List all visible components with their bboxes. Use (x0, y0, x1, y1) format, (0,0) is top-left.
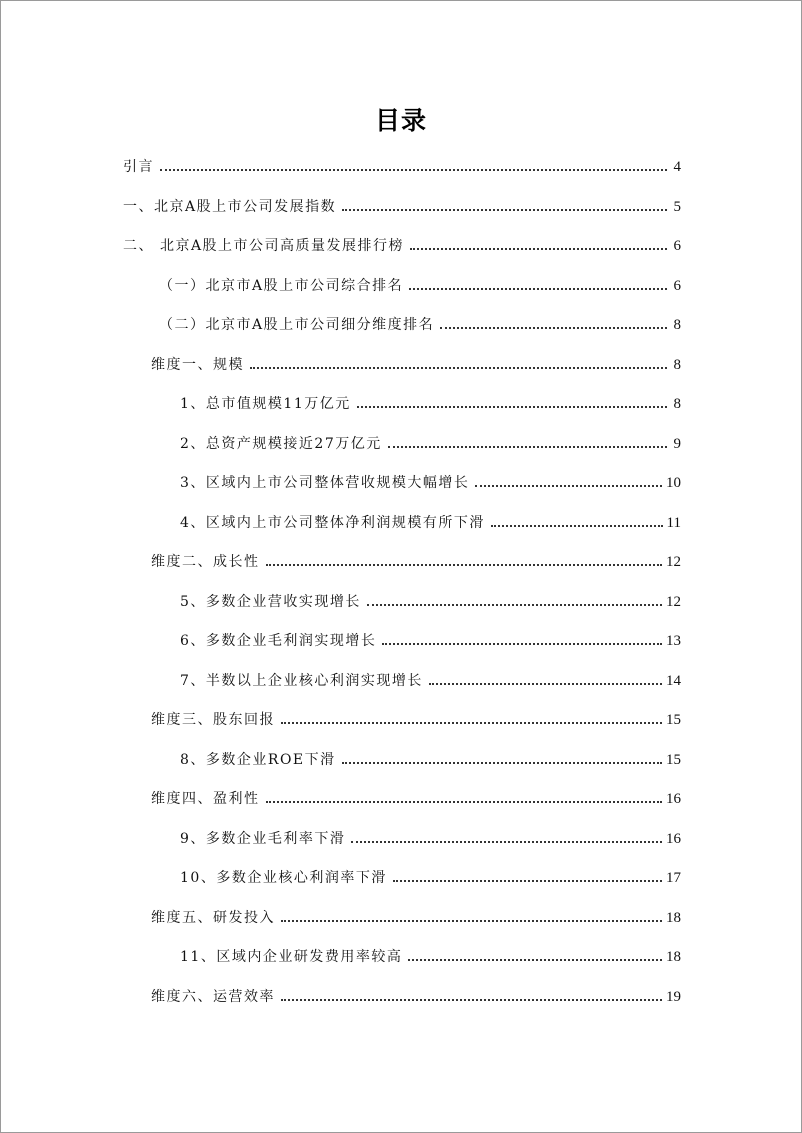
toc-entry-label: 2、总资产规模接近27万亿元 (180, 436, 382, 452)
toc-page-number: 16 (666, 831, 681, 847)
toc-entry[interactable] (151, 541, 681, 571)
toc-entry[interactable] (180, 383, 681, 413)
toc-page-number: 8 (673, 396, 681, 412)
toc-entry[interactable] (180, 581, 681, 611)
toc-entry-label: 维度四、盈利性 (151, 791, 260, 807)
toc-page-number: 17 (666, 870, 681, 886)
toc-entry[interactable] (180, 739, 681, 769)
toc-entry-label: 7、半数以上企业核心利润实现增长 (180, 673, 423, 689)
toc-entry-label: 10、多数企业核心利润率下滑 (180, 870, 387, 886)
toc-entry-label: （二）北京市A股上市公司细分维度排名 (159, 317, 435, 333)
toc-entry[interactable] (180, 857, 681, 887)
toc-entry-label: 1、总市值规模11万亿元 (180, 396, 351, 412)
toc-dot-leader (410, 248, 667, 250)
toc-dot-leader (357, 406, 667, 408)
toc-entry-label: 二、 北京A股上市公司高质量发展排行榜 (123, 238, 405, 254)
toc-entry-label: 维度五、研发投入 (151, 910, 275, 926)
toc-entry[interactable] (180, 660, 681, 690)
toc-page-number: 11 (666, 515, 681, 531)
toc-page-number: 13 (666, 633, 681, 649)
toc-dot-leader (409, 288, 667, 290)
toc-entry[interactable] (123, 146, 681, 176)
toc-dot-leader (281, 999, 662, 1001)
toc-entry[interactable] (123, 225, 681, 255)
toc-dot-leader (382, 643, 662, 645)
toc-dot-leader (367, 604, 662, 606)
toc-entry-label: 5、多数企业营收实现增长 (180, 594, 361, 610)
toc-page-number: 4 (673, 159, 681, 175)
toc-dot-leader (266, 564, 663, 566)
toc-entry-label: 一、北京A股上市公司发展指数 (123, 199, 337, 215)
toc-dot-leader (160, 169, 667, 171)
toc-page-number: 8 (673, 357, 681, 373)
toc-entry-label: （一）北京市A股上市公司综合排名 (159, 278, 404, 294)
toc-dot-leader (342, 762, 662, 764)
toc-entry-label: 维度二、成长性 (151, 554, 260, 570)
toc-page-number: 5 (673, 199, 681, 215)
toc-page-number: 10 (666, 475, 681, 491)
toc-entry[interactable] (151, 976, 681, 1006)
toc-entry-label: 8、多数企业ROE下滑 (180, 752, 336, 768)
toc-dot-leader (393, 880, 662, 882)
toc-dot-leader (281, 722, 662, 724)
toc-page-number: 6 (673, 278, 681, 294)
toc-dot-leader (440, 327, 667, 329)
toc-entry[interactable] (180, 936, 681, 966)
toc-entry[interactable] (180, 462, 681, 492)
toc-page-number: 14 (666, 673, 681, 689)
toc-entry[interactable] (123, 186, 681, 216)
toc-entry-label: 11、区域内企业研发费用率较高 (180, 949, 403, 965)
toc-dot-leader (342, 209, 667, 211)
toc-entry[interactable] (151, 778, 681, 808)
toc-page-number: 16 (666, 791, 681, 807)
toc-page-number: 15 (666, 712, 681, 728)
toc-page-number: 6 (673, 238, 681, 254)
toc-dot-leader (281, 920, 662, 922)
toc-page-number: 12 (666, 594, 681, 610)
toc-page-number: 15 (666, 752, 681, 768)
toc-entry-label: 维度一、规模 (151, 357, 244, 373)
toc-page-number: 8 (673, 317, 681, 333)
toc-page-number: 18 (666, 949, 681, 965)
toc-entry-label: 维度三、股东回报 (151, 712, 275, 728)
toc-dot-leader (351, 841, 662, 843)
toc-page-number: 12 (666, 554, 681, 570)
toc-dot-leader (388, 446, 667, 448)
toc-page-number: 18 (666, 910, 681, 926)
toc-dot-leader (429, 683, 662, 685)
toc-entry-label: 3、区域内上市公司整体营收规模大幅增长 (180, 475, 470, 491)
toc-entry[interactable] (180, 818, 681, 848)
toc-entry[interactable] (151, 699, 681, 729)
toc-page-number: 9 (673, 436, 681, 452)
toc-dot-leader (408, 959, 662, 961)
toc-entry-label: 6、多数企业毛利润实现增长 (180, 633, 377, 649)
toc-entry[interactable] (180, 423, 681, 453)
toc-entry[interactable] (159, 265, 681, 295)
toc-title: 目录 (374, 106, 427, 135)
toc-dot-leader (250, 367, 667, 369)
toc-entry-label: 4、区域内上市公司整体净利润规模有所下滑 (180, 515, 485, 531)
toc-dot-leader (475, 485, 662, 487)
toc-entry-label: 维度六、运营效率 (151, 989, 275, 1005)
toc-entry[interactable] (180, 502, 681, 532)
toc-entry-label: 9、多数企业毛利率下滑 (180, 831, 346, 847)
toc-dot-leader (266, 801, 663, 803)
toc-entry[interactable] (151, 344, 681, 374)
toc-entry[interactable] (159, 304, 681, 334)
toc-page-number: 19 (666, 989, 681, 1005)
toc-entry[interactable] (180, 620, 681, 650)
toc-entry[interactable] (151, 897, 681, 927)
toc-entry-label: 引言 (123, 159, 154, 175)
toc-dot-leader (491, 525, 663, 527)
